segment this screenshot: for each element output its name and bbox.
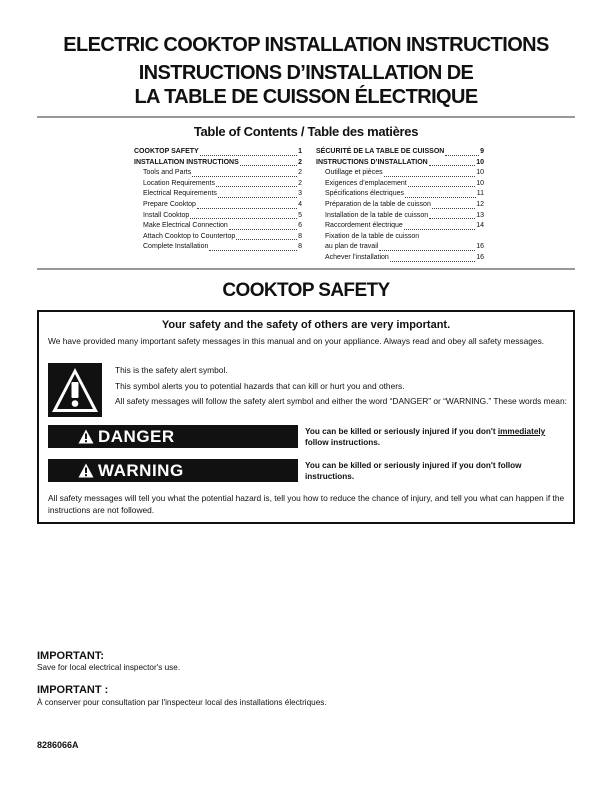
toc-entry (316, 168, 484, 179)
important-text-french: À conserver pour consultation par l'inspecteur local des installations électriques. (37, 698, 327, 707)
toc-entry (134, 179, 302, 190)
toc-entry-page: 10 (476, 158, 484, 166)
toc-entry-label: Prepare Cooktop (143, 200, 196, 208)
toc-entry-label: Complete Installation (143, 243, 209, 251)
toc-entry-page: 4 (298, 200, 302, 208)
toc-entry-page: 5 (298, 211, 302, 219)
toc-entry (134, 168, 302, 179)
toc-column-english (134, 147, 302, 253)
toc-entry (316, 158, 484, 169)
toc-entry-page: 3 (298, 190, 302, 198)
toc-entry-page: 12 (476, 200, 484, 208)
toc-entry-page: 6 (298, 222, 302, 230)
danger-text-part1: You can be killed or seriously injured if you don't (305, 427, 498, 436)
toc-entry (316, 253, 484, 264)
toc-entry-label: Make Electrical Connection (143, 222, 228, 230)
danger-description (305, 426, 570, 448)
toc-entry-page: 16 (476, 253, 484, 261)
toc-entry (316, 242, 484, 253)
safety-intro: We have provided many important safety messages in this manual and on your appliance. Always read and obey all safety messages. (48, 336, 545, 346)
danger-alert-icon (78, 429, 94, 444)
danger-text-emphasis: immediately (497, 427, 546, 436)
toc-entry-label: au plan de travail (325, 243, 379, 251)
toc-entry-page: 11 (476, 190, 484, 198)
title-french-line1: INSTRUCTIONS D’INSTALLATION DE (138, 62, 474, 84)
toc-entry-label: COOKTOP SAFETY (134, 148, 199, 155)
toc-entry-label: SÉCURITÉ DE LA TABLE DE CUISSON (316, 148, 445, 155)
toc-entry-label: Exigences d’emplacement (325, 179, 407, 187)
important-text-english: Save for local electrical inspector's use. (37, 663, 181, 672)
toc-entry-label: Installation de la table de cuisson (325, 211, 429, 219)
danger-label: DANGER (98, 426, 175, 446)
toc-entry-page: 2 (298, 169, 302, 177)
toc-entry-label: Outillage et pièces (325, 169, 383, 177)
toc-entry (134, 147, 302, 158)
toc-entry (134, 211, 302, 222)
toc-entry (134, 221, 302, 232)
toc-entry-label: INSTRUCTIONS D’INSTALLATION (316, 158, 428, 166)
warning-triangle-icon (48, 363, 102, 417)
important-heading-english: IMPORTANT: (37, 650, 105, 662)
toc-entry-page: 8 (298, 243, 302, 251)
safety-outro: All safety messages will tell you what the potential hazard is, tell you how to reduce the chance of injury, and tell you what can happen if the instructions are not followed. (48, 493, 565, 515)
warning-description: You can be killed or seriously injured if you don't follow instructions. (305, 461, 522, 481)
toc-entry-label: Spécifications électriques (325, 190, 404, 198)
toc-entry-page: 2 (298, 158, 302, 166)
toc-column-french (316, 147, 484, 264)
symbol-description-1: This is the safety alert symbol. (115, 365, 228, 375)
section-title: COOKTOP SAFETY (222, 280, 390, 301)
toc-entry-page: 10 (476, 169, 484, 177)
toc-entry-page: 10 (476, 179, 484, 187)
title-english: ELECTRIC COOKTOP INSTALLATION INSTRUCTIONS (63, 34, 549, 56)
toc-entry-label: Location Requirements (143, 179, 215, 187)
toc-entry (134, 189, 302, 200)
toc-entry-label: Préparation de la table de cuisson (325, 200, 431, 208)
part-number: 8286066A (37, 740, 79, 750)
symbol-description-2: This symbol alerts you to potential hazards that can kill or hurt you and others. (115, 381, 405, 391)
toc-entry-page: 16 (476, 243, 484, 251)
toc-entry (316, 211, 484, 222)
toc-entry (316, 221, 484, 232)
divider-middle (37, 268, 575, 270)
danger-text-part2: follow instructions. (305, 438, 381, 447)
symbol-description-3: All safety messages will follow the safety alert symbol and either the word “DANGER” or “WARNING.” These words mean: (115, 396, 567, 406)
toc-entry-label: INSTALLATION INSTRUCTIONS (134, 158, 239, 166)
toc-entry (316, 200, 484, 211)
toc-entry-line: Fixation de la table de cuisson (325, 232, 420, 240)
warning-alert-icon (78, 463, 94, 478)
toc-entry-label: Achever l’installation (325, 253, 389, 261)
toc-entry-label: Attach Cooktop to Countertop (143, 232, 236, 240)
toc-entry-page: 9 (480, 148, 484, 155)
toc-entry-label: Electrical Requirements (143, 190, 217, 198)
toc-entry-page: 13 (476, 211, 484, 219)
toc-entry (134, 200, 302, 211)
safety-heading: Your safety and the safety of others are very important. (161, 319, 451, 331)
toc-entry-page: 8 (298, 232, 302, 240)
toc-entry (316, 179, 484, 190)
toc-entry (134, 158, 302, 169)
warning-label: WARNING (98, 460, 184, 480)
toc-entry (316, 189, 484, 200)
toc-entry-label: Raccordement électrique (325, 222, 403, 230)
toc-entry-page: 1 (298, 148, 302, 155)
toc-heading: Table of Contents / Table des matières (193, 124, 419, 139)
toc-entry-page: 2 (298, 179, 302, 187)
toc-entry (134, 242, 302, 253)
warning-banner (48, 459, 298, 482)
divider-top (37, 116, 575, 118)
toc-entry-label: Install Cooktop (143, 211, 190, 219)
toc-entry-label: Tools and Parts (143, 169, 192, 177)
important-heading-french: IMPORTANT : (37, 684, 109, 696)
title-french-line2: LA TABLE DE CUISSON ÉLECTRIQUE (134, 86, 478, 108)
toc-entry (134, 232, 302, 243)
danger-banner (48, 425, 298, 448)
toc-entry (316, 147, 484, 158)
toc-entry-page: 14 (476, 222, 484, 230)
